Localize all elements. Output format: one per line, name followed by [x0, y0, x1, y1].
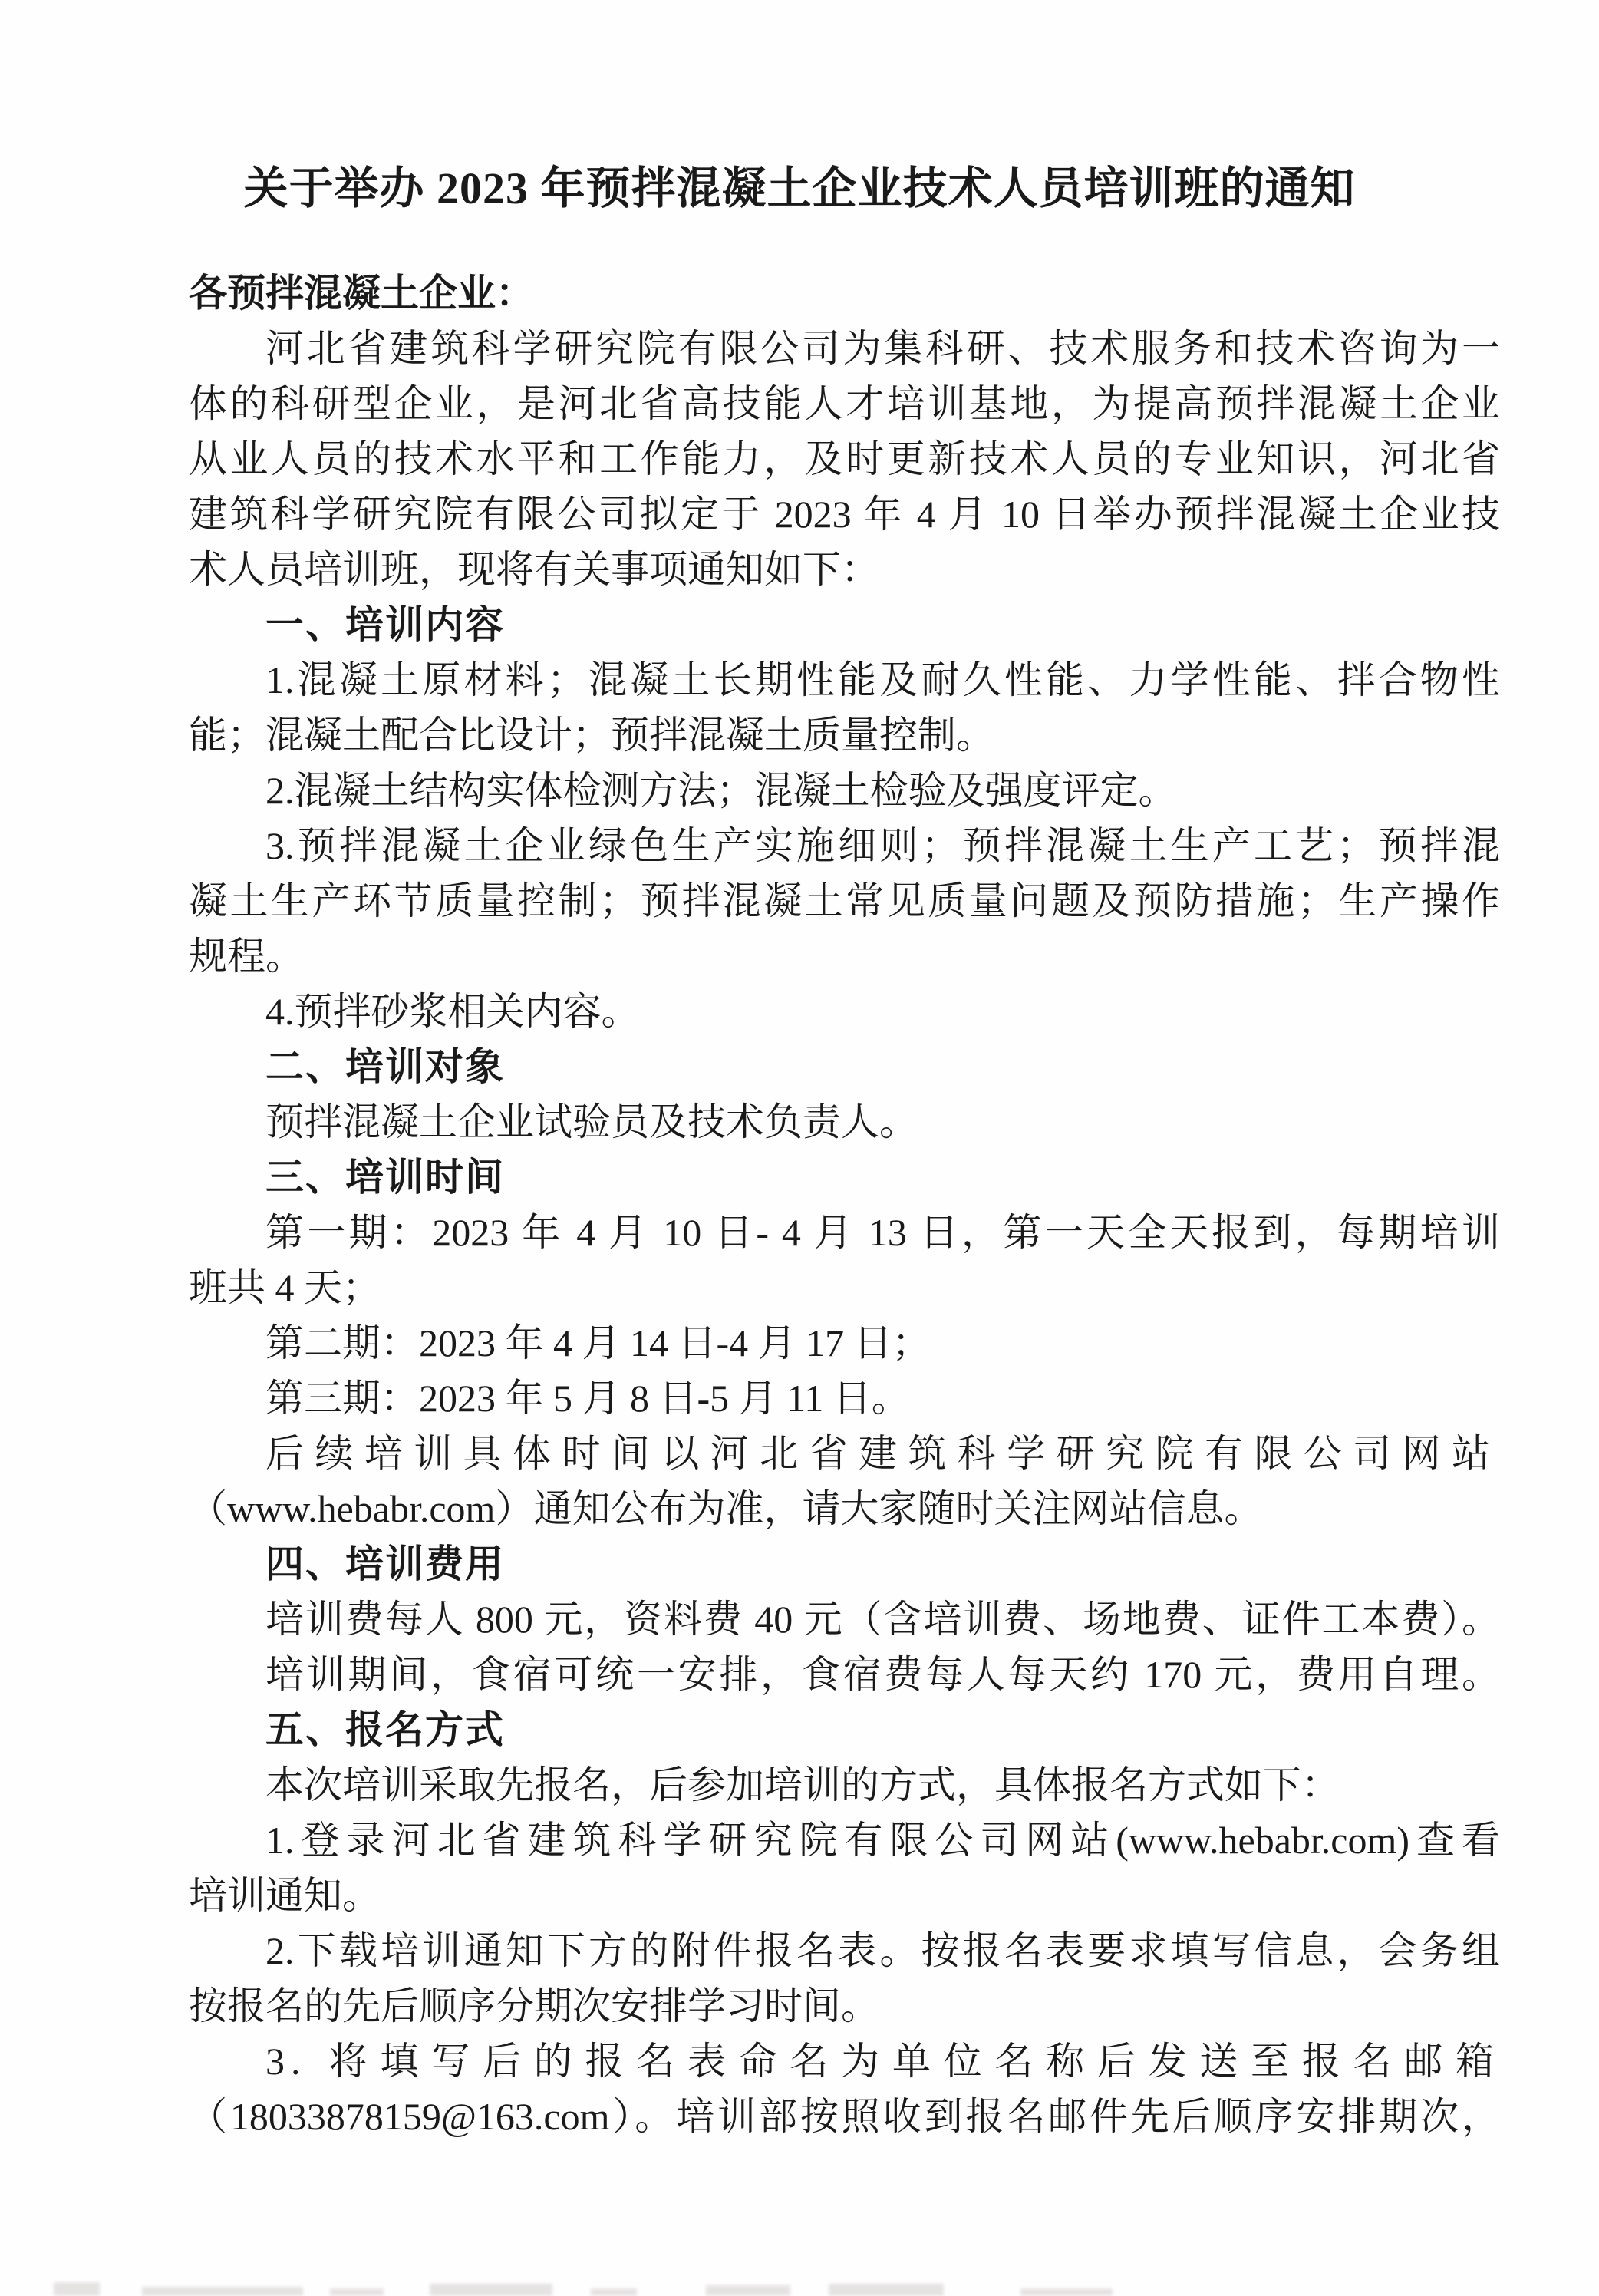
intro-line-1: 河北省建筑科学研究院有限公司为集科研、技术服务和技术咨询为一: [265, 327, 1500, 370]
section-1-line-7: 4.预拌砂浆相关内容。: [265, 990, 640, 1033]
section-5-line-5: 按报名的先后顺序分期次安排学习时间。: [189, 1984, 879, 2027]
intro-line-5: 术人员培训班，现将有关事项通知如下：: [189, 548, 879, 591]
section-5-line-1: 本次培训采取先报名，后参加培训的方式，具体报名方式如下：: [265, 1763, 1340, 1806]
intro-line-4: 建筑科学研究院有限公司拟定于 2023 年 4 月 10 日举办预拌混凝土企业技: [189, 493, 1500, 536]
section-1-line-3: 2.混凝土结构实体检测方法；混凝土检验及强度评定。: [265, 769, 1177, 812]
section-5-heading: 五、报名方式: [265, 1708, 505, 1751]
section-1-line-4: 3.预拌混凝土企业绿色生产实施细则；预拌混凝土生产工艺；预拌混: [265, 824, 1500, 867]
intro-line-2: 体的科研型企业，是河北省高技能人才培训基地，为提高预拌混凝土企业: [189, 382, 1500, 425]
section-3-line-2: 班共 4 天；: [189, 1266, 381, 1309]
section-3-line-5: 后续培训具体时间以河北省建筑科学研究院有限公司网站: [265, 1432, 1500, 1475]
section-4-line-1: 培训费每人 800 元，资料费 40 元（含培训费、场地费、证件工本费）。: [265, 1598, 1500, 1641]
section-1-line-5: 凝土生产环节质量控制；预拌混凝土常见质量问题及预防措施；生产操作: [189, 879, 1500, 922]
section-5-line-3: 培训通知。: [189, 1874, 381, 1917]
salutation: 各预拌混凝土企业：: [189, 272, 534, 315]
section-5-line-7: （18033878159@163.com）。培训部按照收到报名邮件先后顺序安排期次，: [189, 2095, 1500, 2138]
section-3-line-3: 第二期：2023 年 4 月 14 日-4 月 17 日；: [265, 1321, 931, 1364]
document-title: 关于举办 2023 年预拌混凝土企业技术人员培训班的通知: [243, 163, 1356, 213]
section-3-heading: 三、培训时间: [265, 1156, 505, 1199]
document-body: [0, 266, 1599, 2144]
section-1-line-6: 规程。: [189, 935, 304, 978]
section-5-line-6: 3. 将填写后的报名表命名为单位名称后发送至报名邮箱: [265, 2040, 1500, 2083]
section-2-line-1: 预拌混凝土企业试验员及技术负责人。: [265, 1100, 918, 1143]
intro-line-3: 从业人员的技术水平和工作能力，及时更新技术人员的专业知识，河北省: [189, 437, 1500, 480]
section-5-line-2: 1.登录河北省建筑科学研究院有限公司网站(www.hebabr.com)查看: [265, 1819, 1500, 1862]
page-bottom-scan-artifact: [0, 2264, 1599, 2296]
section-1-heading: 一、培训内容: [265, 603, 505, 646]
section-5-line-4: 2.下载培训通知下方的附件报名表。按报名表要求填写信息，会务组: [265, 1929, 1500, 1972]
section-3-line-4: 第三期：2023 年 5 月 8 日-5 月 11 日。: [265, 1377, 910, 1420]
section-1-line-2: 能；混凝土配合比设计；预拌混凝土质量控制。: [189, 714, 994, 757]
section-4-line-2: 培训期间，食宿可统一安排，食宿费每人每天约 170 元，费用自理。: [265, 1653, 1500, 1696]
section-2-heading: 二、培训对象: [265, 1045, 505, 1088]
section-1-line-1: 1.混凝土原材料；混凝土长期性能及耐久性能、力学性能、拌合物性: [265, 658, 1500, 701]
section-4-heading: 四、培训费用: [265, 1542, 505, 1585]
section-3-line-6: （www.hebabr.com）通知公布为准，请大家随时关注网站信息。: [189, 1487, 1263, 1530]
section-3-line-1: 第一期：2023 年 4 月 10 日- 4 月 13 日，第一天全天报到，每期培训: [265, 1211, 1500, 1254]
